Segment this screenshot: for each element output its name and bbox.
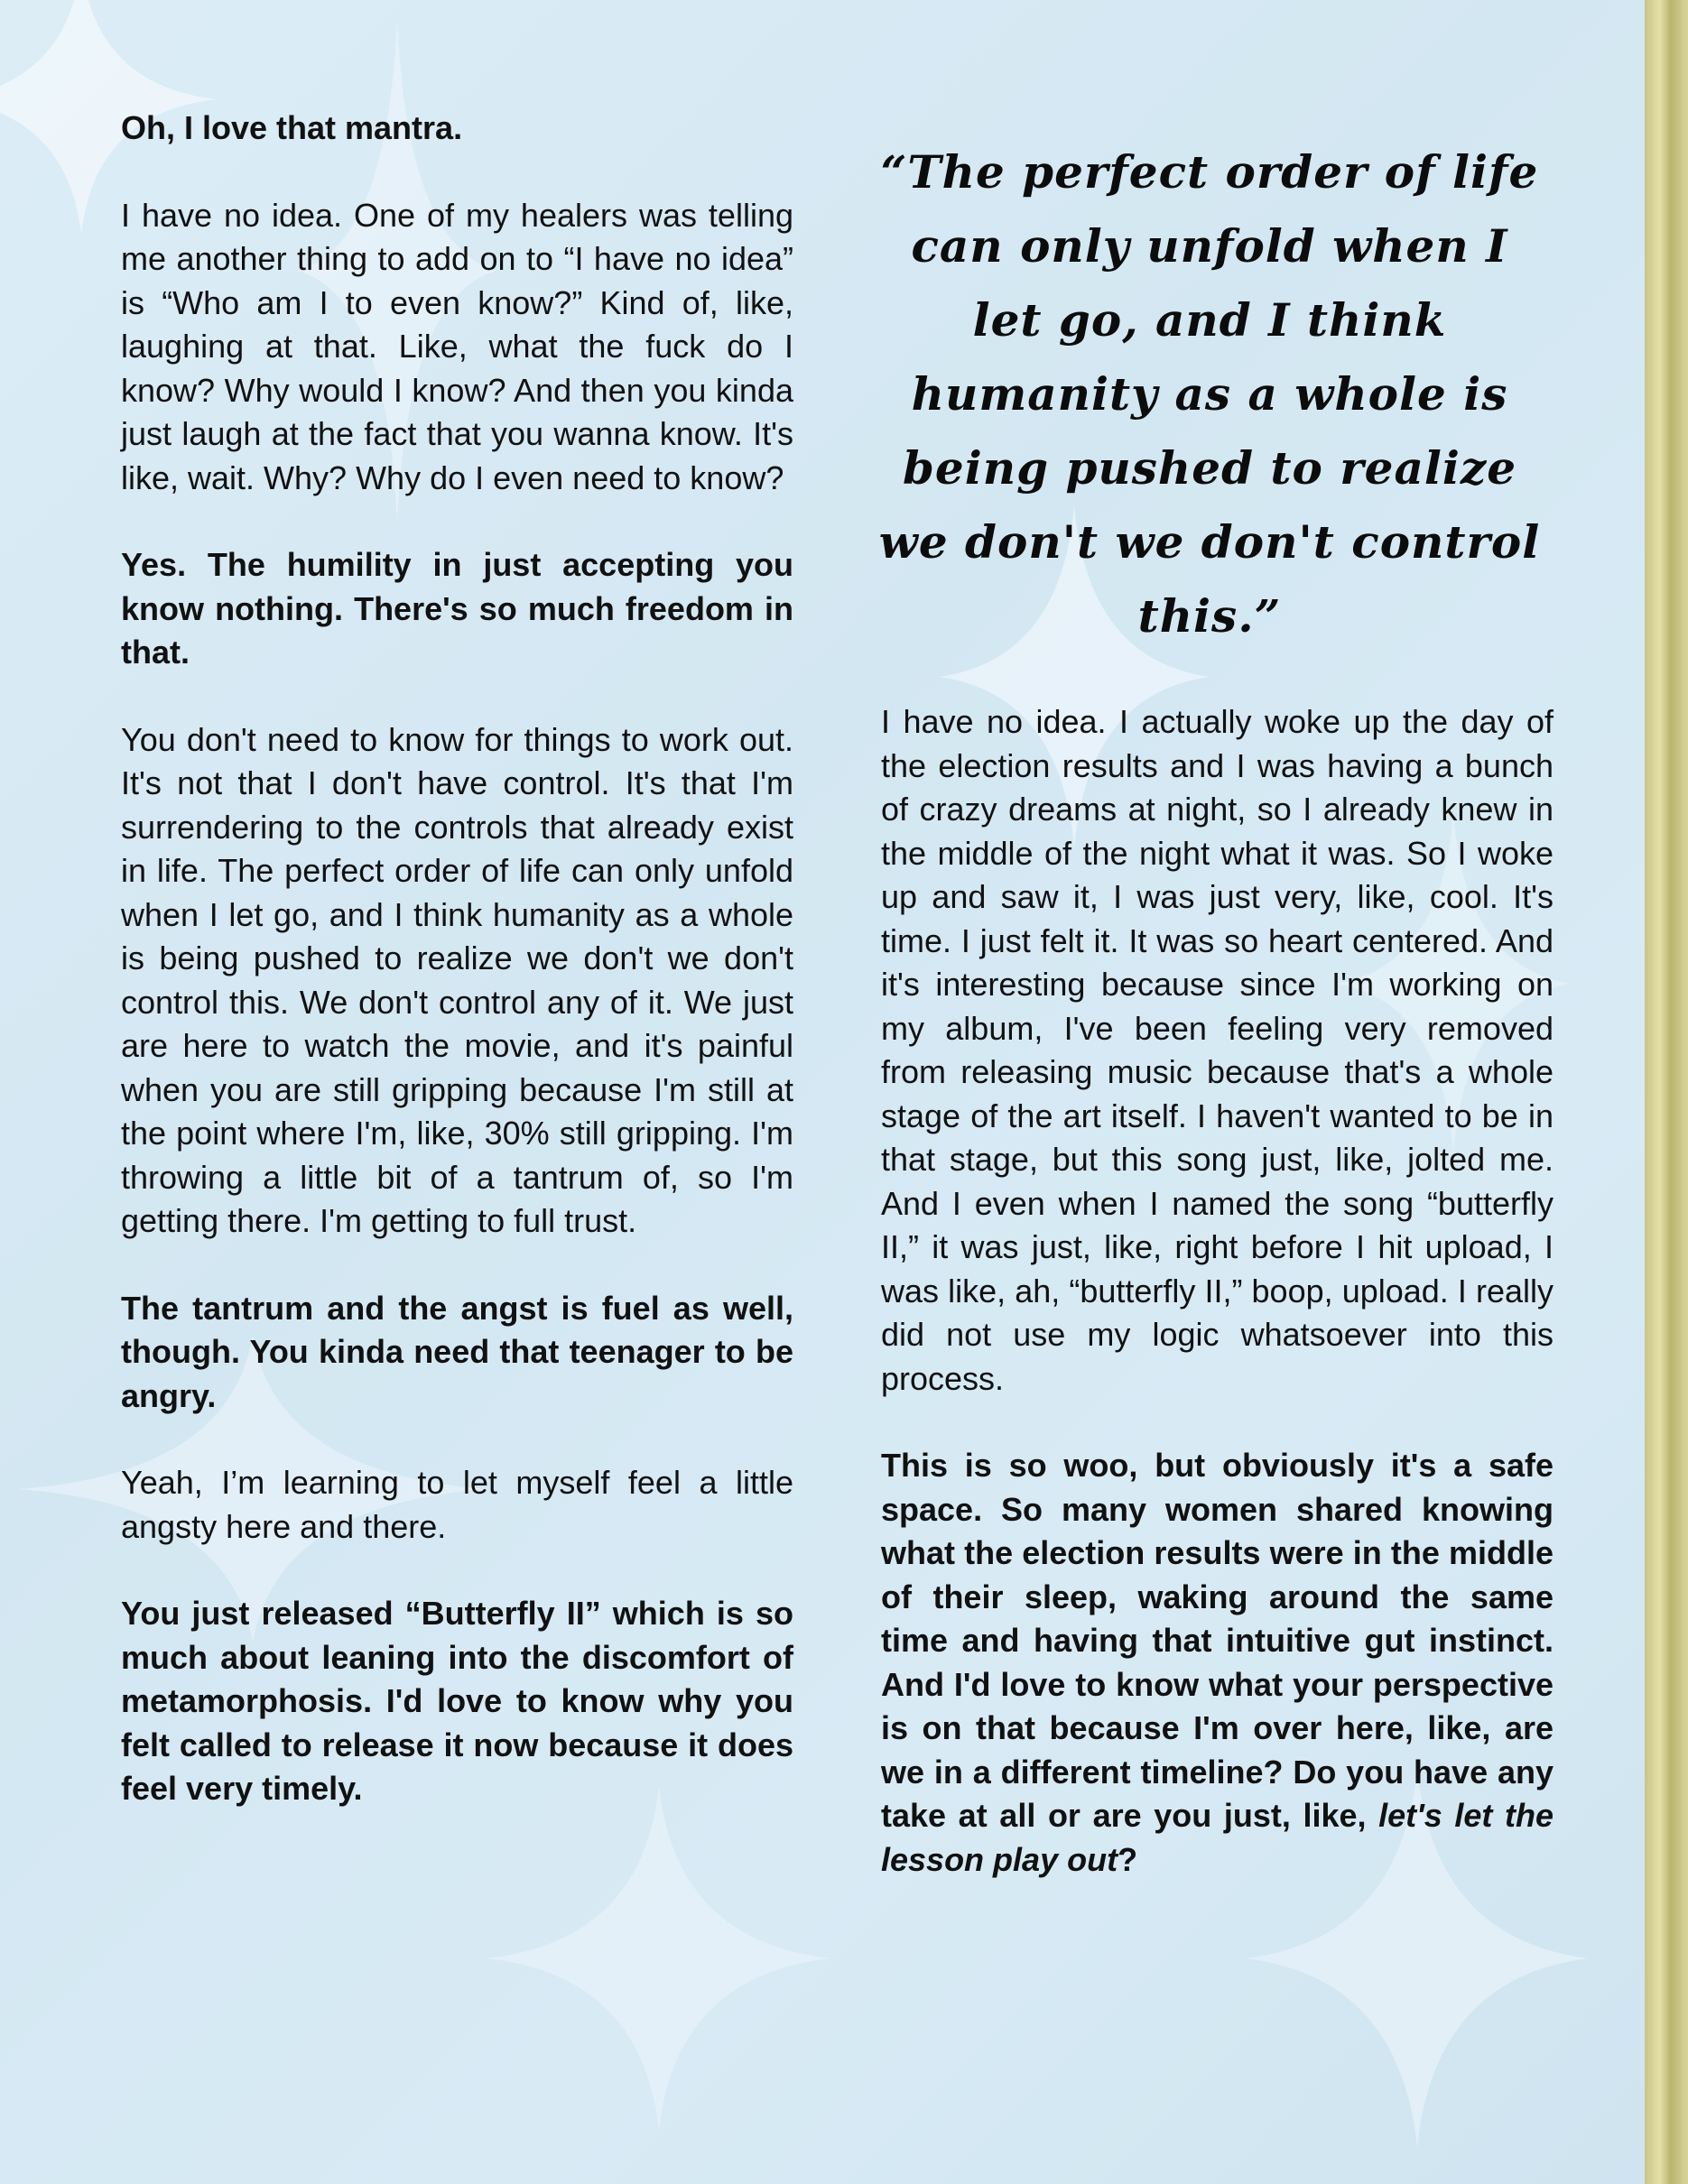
question-text: This is so woo, but obviously it's a safe space. So many women shared knowing what the election results were in the middle of their sleep, waking around the same time and having that intuitive gut instinct. And I'd love to know what your perspective is on that because I'm over here, like, are we in a different timeline? Do you have any take at all or are you just, like,: [881, 1447, 1554, 1834]
interview-question: Oh, I love that mantra.: [121, 109, 463, 146]
pull-quote: “The perfect order of life can only unfold when I let go, and I think humanity as a whole is being pushed to realize we don't we don't control this.”: [878, 145, 1541, 643]
interview-answer: I have no idea. One of my healers was telling me another thing to add on to “I have no idea” is “Who am I to even know?” Kind of, like, laughing at that. Like, what the fuck do I know? Why would I know? And then you kinda just laugh at the fact that you wanna know. It's like, wait. Why? Why do I even need to know?: [121, 196, 793, 496]
interview-answer: Yeah, I’m learning to let myself feel a little angsty here and there.: [121, 1464, 793, 1545]
interview-answer: I have no idea. I actually woke up the day of the election results and I was having a bunch of crazy dreams at night, so I already knew in the middle of the night what it was. So I woke up and saw it, I was just very, like, cool. It's time. I just felt it. It was so heart centered. And it's interesting because since I'm working on my album, I've been feeling very removed from releasing music because that's a whole stage of the art itself. I haven't wanted to be in that stage, but this song just, like, jolted me. And I even when I named the song “butterfly II,” it was just, like, right before I hit upload, I was like, ah, “butterfly II,” boop, upload. I really did not use my logic whatsoever into this process.: [881, 703, 1554, 1397]
interview-question: The tantrum and the angst is fuel as well, though. You kinda need that teenager to be angry.: [121, 1289, 793, 1414]
gold-ribbon: [1645, 0, 1688, 2184]
interview-question: [881, 1444, 1554, 1882]
right-column: [881, 700, 1554, 1925]
interview-question: You just released “Butterfly II” which is so much about leaning into the discomfort of metamorphosis. I'd love to know why you felt called to release it now because it does feel very timely.: [121, 1595, 793, 1807]
interview-question: Yes. The humility in just accepting you know nothing. There's so much freedom in that.: [121, 546, 793, 671]
question-end: ?: [1118, 1840, 1138, 1878]
question-italic-text: let's let the lesson play out: [881, 1797, 1554, 1878]
interview-answer: You don't need to know for things to work out. It's not that I don't have control. It's that I'm surrendering to the controls that already exist in life. The perfect order of life can only unfold when I let go, and I think humanity as a whole is being pushed to realize we don't we don't control this. We don't control any of it. We just are here to watch the movie, and it's painful when you are still gripping because I'm still at the point where I'm, like, 30% still gripping. I'm throwing a little bit of a tantrum of, so I'm getting there. I'm getting to full trust.: [121, 720, 793, 1239]
left-column: [121, 106, 793, 1855]
